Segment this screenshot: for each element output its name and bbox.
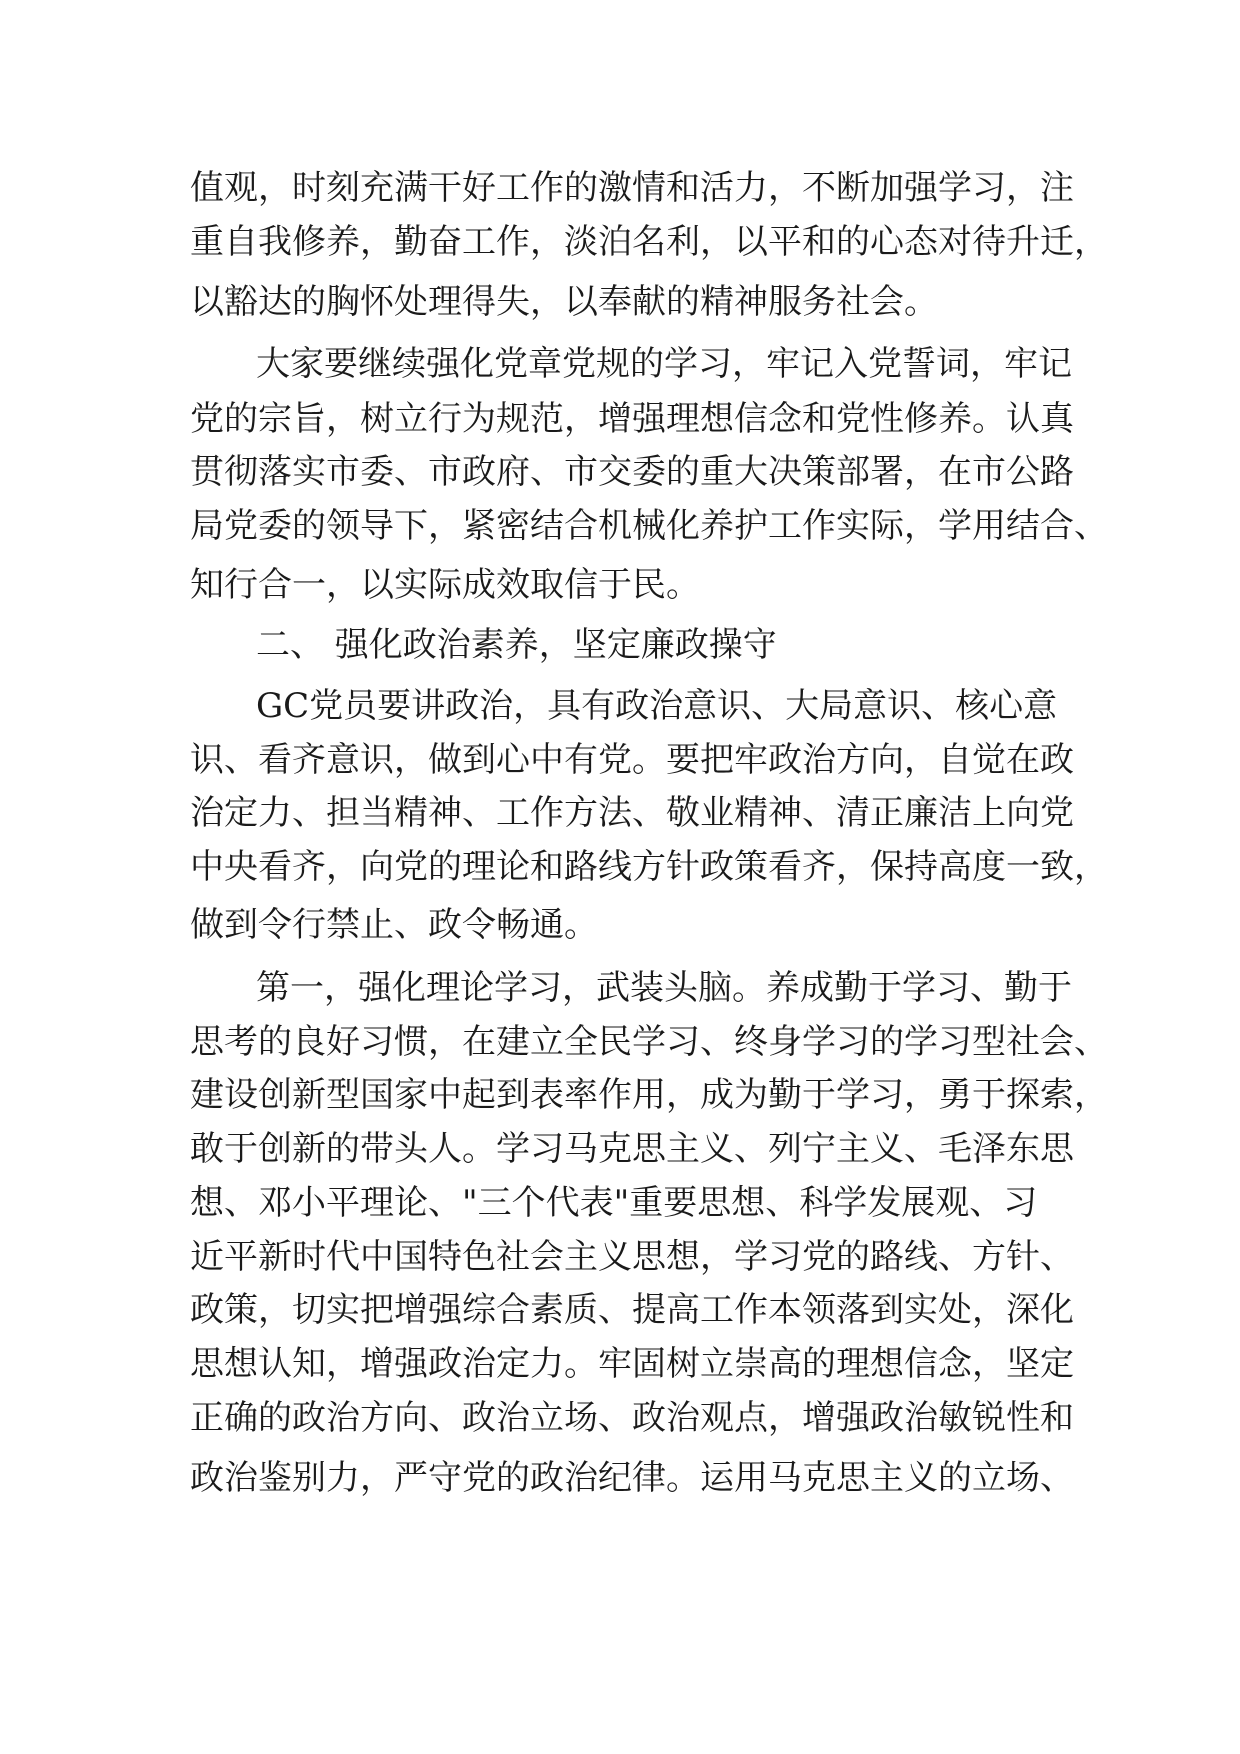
text-line: 中央看齐，向党的理论和路线方针政策看齐，保持高度一致， xyxy=(190,847,1108,887)
text-line: 敢于创新的带头人。学习马克思主义、列宁主义、毛泽东思 xyxy=(190,1129,1074,1169)
text-line: 重自我修养，勤奋工作，淡泊名利，以平和的心态对待升迁， xyxy=(190,222,1108,262)
paragraph-first-line: 第一，强化理论学习，武装头脑。养成勤于学习、勤于 xyxy=(256,968,1072,1008)
text-line: 想、邓小平理论、"三个代表"重要思想、科学发展观、习 xyxy=(190,1183,1038,1223)
text-line: 局党委的领导下，紧密结合机械化养护工作实际，学用结合、 xyxy=(190,506,1108,546)
text-line: 思考的良好习惯，在建立全民学习、终身学习的学习型社会、 xyxy=(190,1022,1108,1062)
text-line: 知行合一，以实际成效取信于民。 xyxy=(190,565,700,605)
text-line: 正确的政治方向、政治立场、政治观点，增强政治敏锐性和 xyxy=(190,1398,1074,1438)
text-line: 识、看齐意识，做到心中有党。要把牢政治方向，自觉在政 xyxy=(190,740,1074,780)
text-line: 党的宗旨，树立行为规范，增强理想信念和党性修养。认真 xyxy=(190,399,1074,439)
text-line: 治定力、担当精神、工作方法、敬业精神、清正廉洁上向党 xyxy=(190,793,1074,833)
paragraph-first-line: 大家要继续强化党章党规的学习，牢记入党誓词，牢记 xyxy=(256,344,1072,384)
text-line: 以豁达的胸怀处理得失，以奉献的精神服务社会。 xyxy=(190,282,938,322)
text-line: 建设创新型国家中起到表率作用，成为勤于学习，勇于探索， xyxy=(190,1075,1108,1115)
text-line: 贯彻落实市委、市政府、市交委的重大决策部署，在市公路 xyxy=(190,452,1074,492)
paragraph-first-line: GC党员要讲政治，具有政治意识、大局意识、核心意 xyxy=(256,686,1058,726)
text-line: 政治鉴别力，严守党的政治纪律。运用马克思主义的立场、 xyxy=(190,1458,1074,1498)
section-heading: 二、 强化政治素养，坚定廉政操守 xyxy=(256,625,777,665)
text-line: 做到令行禁止、政令畅通。 xyxy=(190,905,598,945)
text-line: 政策，切实把增强综合素质、提高工作本领落到实处，深化 xyxy=(190,1290,1074,1330)
text-line: 值观，时刻充满干好工作的激情和活力，不断加强学习，注 xyxy=(190,168,1074,208)
text-line: 思想认知，增强政治定力。牢固树立崇高的理想信念，坚定 xyxy=(190,1344,1074,1384)
text-line: 近平新时代中国特色社会主义思想，学习党的路线、方针、 xyxy=(190,1237,1074,1277)
